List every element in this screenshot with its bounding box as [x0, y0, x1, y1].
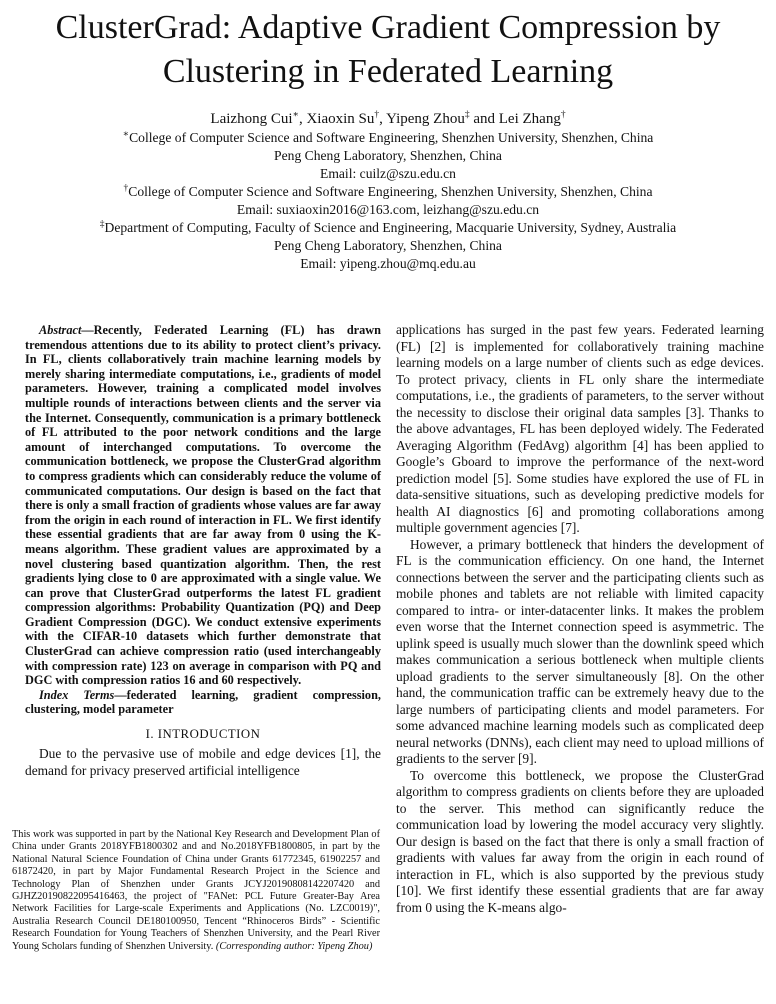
- right-column: [396, 322, 764, 916]
- index-terms: [25, 688, 381, 717]
- intro-paragraph: Due to the pervasive use of mobile and edge devices [1], the demand for privacy preserved artificial intelligence: [25, 746, 381, 778]
- author-mark: †: [560, 110, 566, 120]
- affiliation-line: †College of Computer Science and Software Engineering, Shenzhen University, Shenzhen, China: [123, 183, 653, 199]
- abstract: [25, 323, 381, 688]
- footnote-text: This work was supported in part by the National Key Research and Development Plan of China under Grants 2018YFB1800302 and and No.2018YFB1800805, in part by the National Natural Science Foundation of China under Grants 61772345, 61902257 and 61872420, in part by Major Fundamental Research Project in the Science and Technology Plan of Shenzhen under Grants JCYJ20190808142207420 and GJHZ20190822095416463, the project of "FANet: PCL Future Greater-Bay Area Network Facilities for Large-scale Experiments and Applications (No. LZC0019)", Australia Research Council DE180100950, Tencent “Rhinoceros Birds” - Scientific Research Foundation for Young Teachers of Shenzhen University, and the Pearl River Young Scholars funding of Shenzhen University.: [12, 829, 380, 952]
- section-heading-introduction: I. INTRODUCTION: [145, 727, 261, 742]
- left-column: [25, 323, 381, 779]
- abstract-text: —Recently, Federated Learning (FL) has drawn tremendous attentions due to its ability to protect client’s privacy. In FL, clients collaboratively train machine learning models by merely sharing intermediate computations, i.e., gradients of model parameters. However, training a complicated model involves multiple rounds of interactions between clients and the server via the Internet. Consequently, communication is a primary bottleneck of FL attributed to the poor network conditions and the large amount of interchanged computations. To overcome the communication bottleneck, we propose the ClusterGrad algorithm to compress gradients which can considerably reduce the volume of communicated computations. Our design is based on the fact that there is only a small fraction of gradients whose values are far away from the origin in each round of interaction in FL. We first identify these essential gradients that are far away from 0 using the K-means algorithm. These gradient values are approximated by a novel clustering based quantization algorithm. Then, the rest gradients lying close to 0 are approximated with a single value. We can prove that ClusterGrad outperforms the latest FL gradient compression algorithms: Probability Quantization (PQ) and Deep Gradient Compression (DGC). We conduct extensive experiments with the CIFAR-10 datasets which further demonstrate that ClusterGrad can achieve compression ratio (used interchangeably with compression rate) 123 on average in comparison with PQ and DGC with compression ratios 16 and 60 respectively.: [25, 323, 381, 688]
- title-line-2: Clustering in Federated Learning: [162, 53, 614, 90]
- corresponding-author-note: (Corresponding author: Yipeng Zhou): [215, 940, 373, 952]
- index-terms-lead: Index Terms: [39, 687, 115, 702]
- affiliation-line: Peng Cheng Laboratory, Shenzhen, China: [274, 148, 502, 163]
- body-paragraph: applications has surged in the past few years. Federated learning (FL) [2] is implemented for collaboratively training machine learning models on a large number of clients such as edge devices. To protect privacy, clients in FL only share the intermediate computations, i.e., the gradients of parameters, to the server without the necessity to disclose their original data samples [3]. Thanks to the above advantages, FL has been deployed widely. The Federated Averaging Algorithm (FedAvg) algorithm [4] has been applied to Google’s Gboard to improve the performance of the next-word prediction model [5]. Some studies have explored the use of FL in data-sensitive situations, such as developing predictive models for health AI diagnostics [6] and promoting collaborations among multiple government agencies [7].: [396, 322, 764, 535]
- affiliations: [0, 129, 776, 273]
- body-paragraph: To overcome this bottleneck, we propose the ClusterGrad algorithm to compress gradients on clients before they are uploaded to the server. This method can significantly reduce the communication load by lowering the model accuracy very slightly. Our design is based on the fact that there is only a small fraction of gradients with values far away from the origin in each round of interaction in FL, which is also supported by the previous study [10]. We first identify these essential gradients that are far away from 0 using the K-means algo-: [396, 767, 764, 915]
- affiliation-line: ‡Department of Computing, Faculty of Science and Engineering, Macquarie University, Sydney, Australia: [99, 219, 677, 235]
- author-name: Xiaoxin Su: [306, 111, 375, 127]
- index-terms-text: —federated learning, gradient compression, clustering, model parameter: [25, 687, 381, 717]
- author-name: Yipeng Zhou: [386, 111, 465, 127]
- paper-title: [20, 6, 756, 94]
- funding-footnote: [12, 829, 380, 953]
- affiliation-email: Email: cuilz@szu.edu.cn: [320, 166, 456, 181]
- author-list: [0, 109, 776, 129]
- affiliation-email: Email: suxiaoxin2016@163.com, leizhang@szu.edu.cn: [236, 202, 540, 217]
- author-mark: †: [374, 110, 380, 120]
- affiliation-line: ∗College of Computer Science and Software Engineering, Shenzhen University, Shenzhen, China: [122, 129, 654, 145]
- affiliation-mark: ‡: [99, 219, 105, 230]
- author-mark: ∗: [292, 110, 299, 120]
- author-separator: and: [469, 111, 499, 127]
- body-paragraph: However, a primary bottleneck that hinders the development of FL is the communication efficiency. On one hand, the Internet connections between the server and the participating clients such as mobile phones and tablets are not reliable with limited capacity compared to intra- or inter-datacenter links. It makes the problem even worse that the Internet connection speed is asymmetric. The uplink speed is usually much slower than the downlink speed which makes communication a serious bottleneck when multiple clients upload gradients to the server simultaneously [8]. On the other hand, the communication traffic can be extremely heavy due to the large numbers of participating clients and model parameters. For some advanced machine learning models such as complicated deep neural networks (DNNs), each client may need to upload millions of gradients to the server [9].: [396, 536, 764, 766]
- author-separator: ,: [379, 111, 387, 127]
- author-name: Laizhong Cui: [210, 111, 293, 127]
- title-line-1: ClusterGrad: Adaptive Gradient Compression by: [55, 9, 721, 46]
- abstract-lead: Abstract: [39, 323, 82, 337]
- affiliation-line: Peng Cheng Laboratory, Shenzhen, China: [274, 238, 502, 253]
- author-name: Lei Zhang: [498, 111, 561, 127]
- author-separator: ,: [298, 111, 307, 127]
- affiliation-mark: ∗: [122, 129, 130, 140]
- affiliation-email: Email: yipeng.zhou@mq.edu.au: [300, 256, 476, 271]
- author-mark: ‡: [464, 110, 470, 120]
- affiliation-mark: †: [123, 183, 129, 194]
